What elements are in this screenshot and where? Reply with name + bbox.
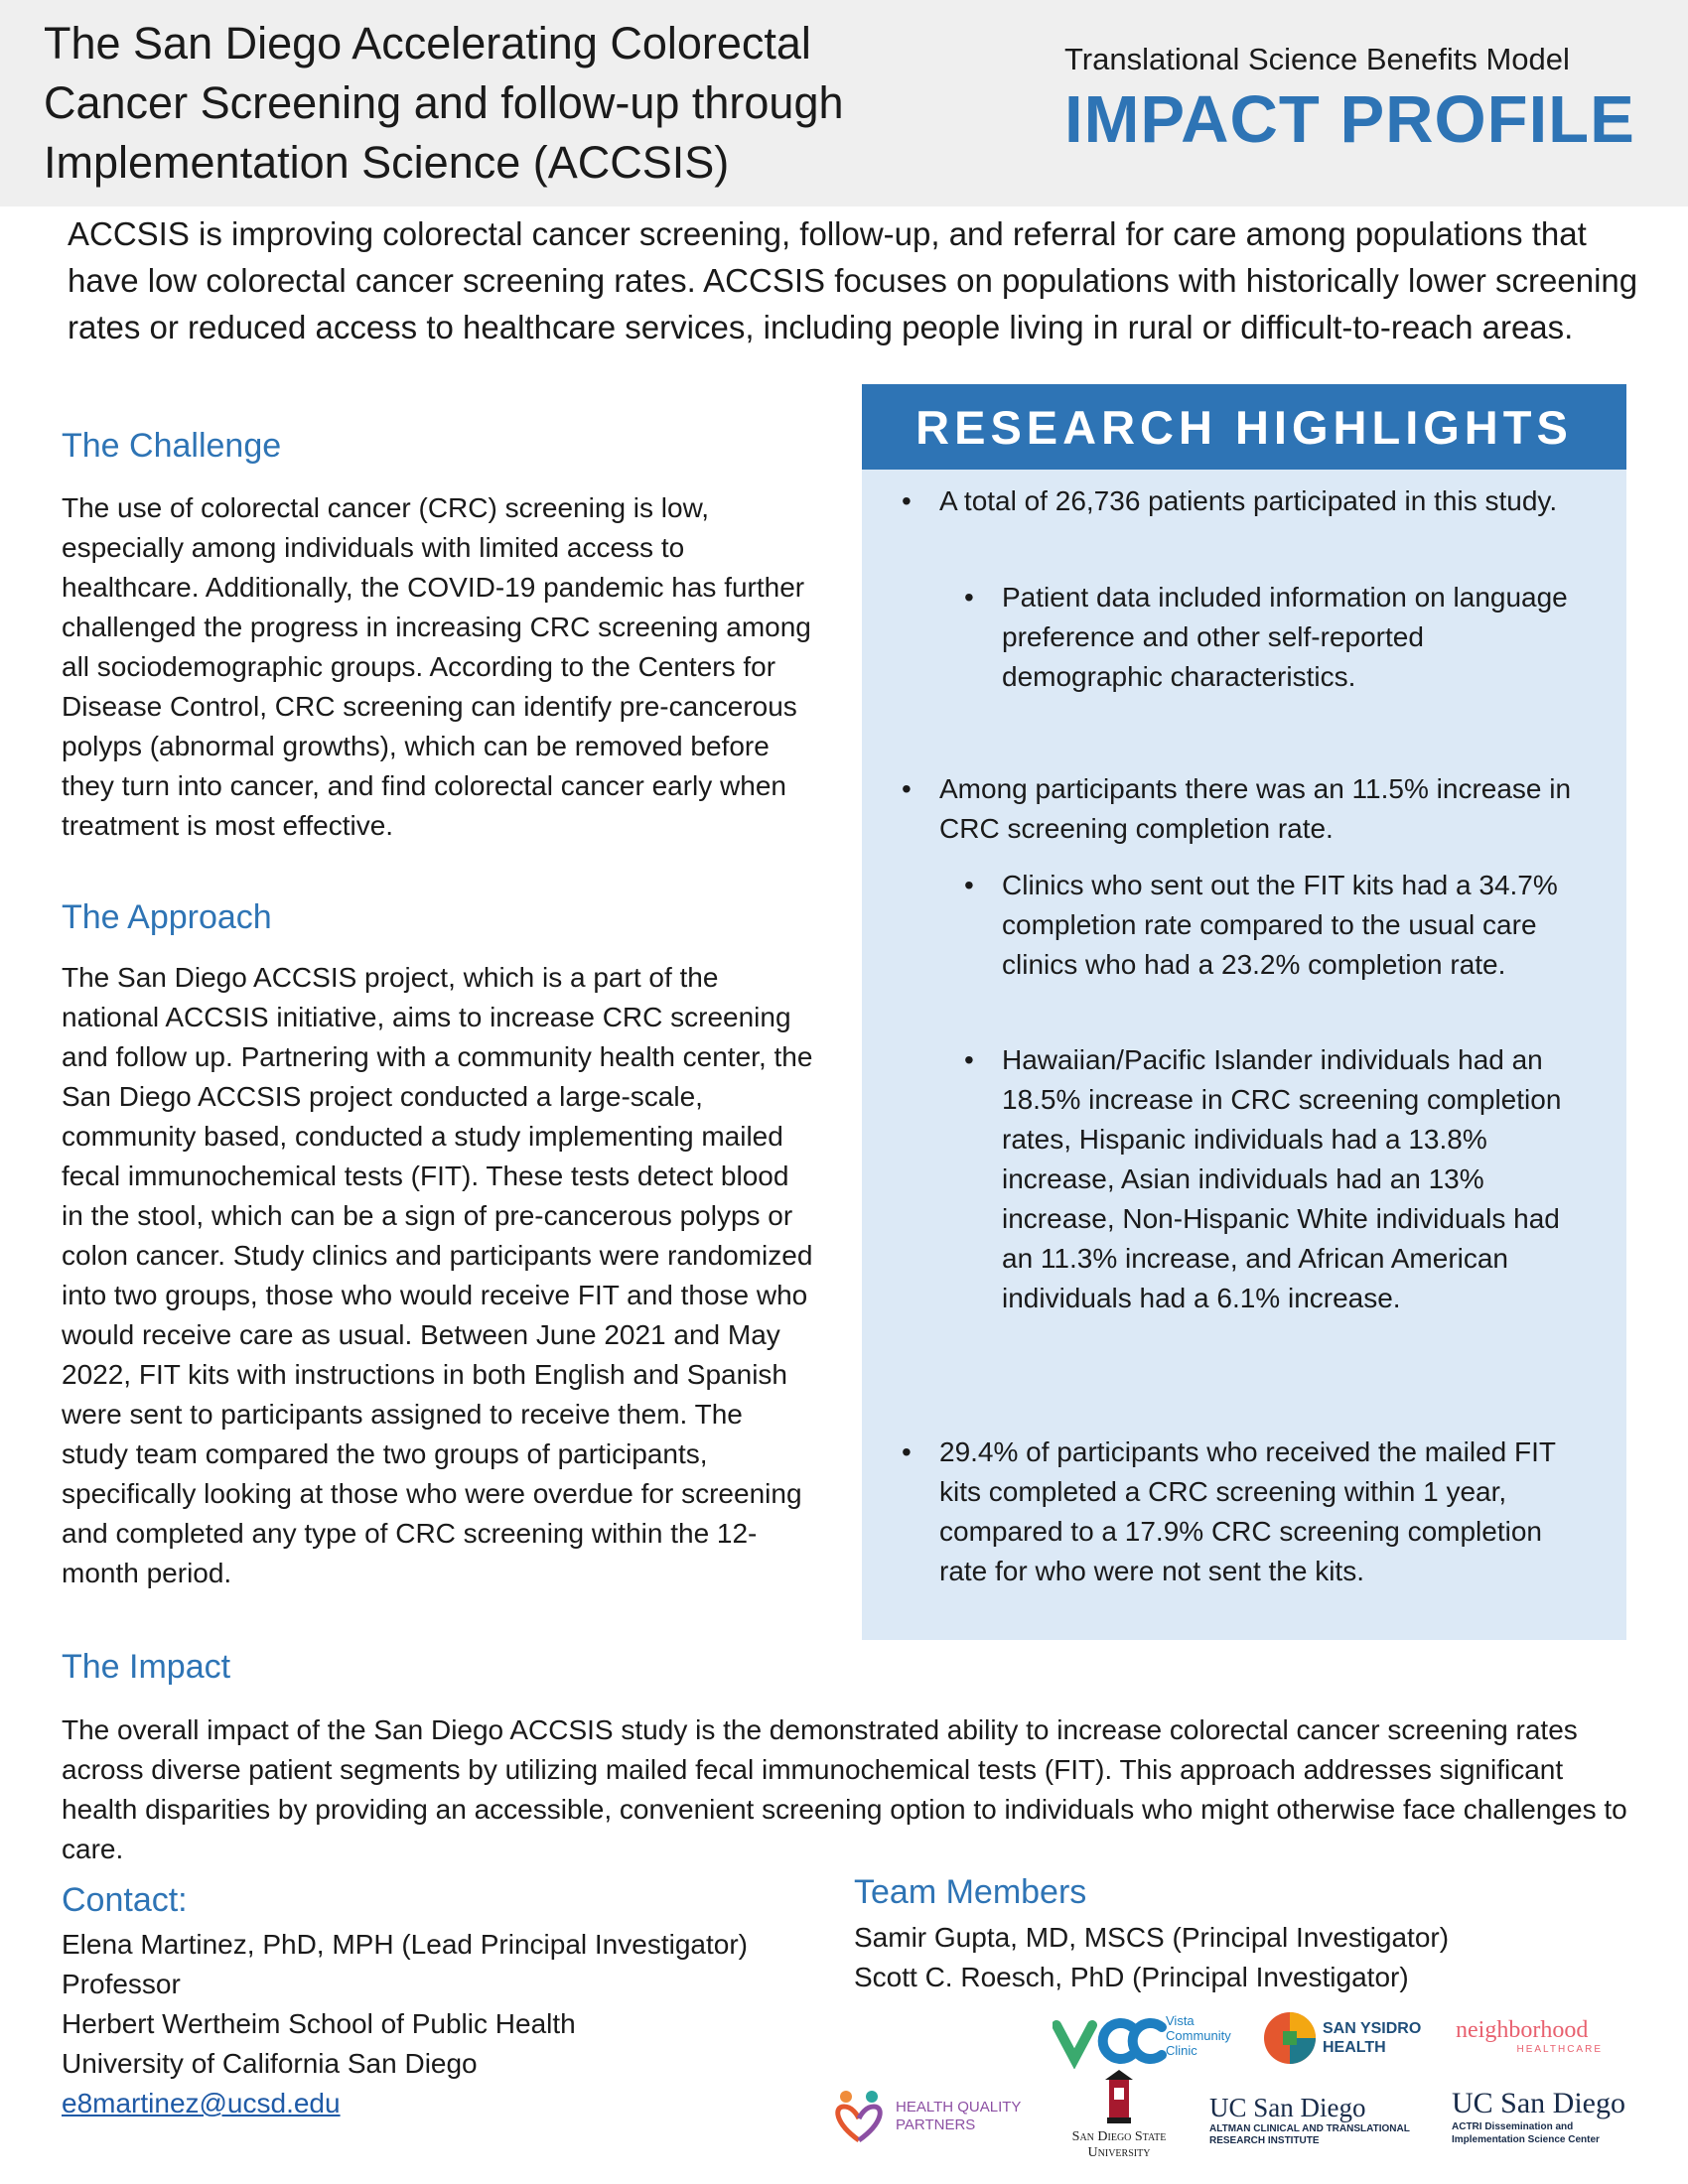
intro-paragraph: ACCSIS is improving colorectal cancer screening, follow-up, and referral for care among populations that have low colorectal cancer screening rates. ACCSIS focuses on populations with historically lower screening rates or reduced access to healthcare services, including people living in rural or difficult-to-reach areas. [68,215,1638,345]
contact-school: Herbert Wertheim School of Public Health [62,2008,576,2039]
bullet-dot-icon: • [902,1436,912,1467]
sdsu-line-2: University [1087,2145,1151,2160]
impact-heading: The Impact [62,1648,231,1686]
hqp-line-2: PARTNERS [896,2116,976,2133]
contact-name: Elena Martinez, PhD, MPH (Lead Principal Investigator) [62,1929,748,1960]
neighborhood-healthcare-logo [1456,2017,1624,2065]
team-heading: Team Members [854,1873,1087,1911]
vista-community-clinic-logo [1053,2007,1261,2069]
bullet-dot-icon: • [964,870,974,900]
hqp-line-1: HEALTH QUALITY [896,2099,1022,2116]
highlight-bullet-2-text: Among participants there was an 11.5% increase in CRC screening completion rate. [939,773,1572,844]
highlight-subbullet-1a-text: Patient data included information on language preference and other self-reported demographic characteristics. [1002,582,1568,692]
highlight-bullet-3-text: 29.4% of participants who received the mailed FIT kits completed a CRC screening within 1 year, compared to a 17.9% CRC screening completion rate for who were not sent the kits. [939,1436,1556,1586]
highlight-bullet-1-text: A total of 26,736 patients participated in this study. [939,485,1558,516]
vcc-mark-icon [1053,2007,1170,2069]
ucsd-altman-logo [1209,2093,1438,2162]
page-title [44,14,937,193]
team-member: Scott C. Roesch, PhD (Principal Investigator) [854,1962,1409,1992]
neighborhood-sub: HEALTHCARE [1516,2044,1603,2055]
san-ysidro-health-logo [1263,2011,1432,2067]
sdsu-logo [1045,2070,1194,2169]
highlights-heading: RESEARCH HIGHLIGHTS [862,384,1626,470]
challenge-text: The use of colorectal cancer (CRC) screening is low, especially among individuals with limited access to healthcare. Additionally, the COVID-19 pandemic has further challenged the progress in increasing CRC screening among all sociodemographic groups. According to the Centers for Disease Control, CRC screening can identify pre-cancerous polyps (abnormal growths), which can be removed before they turn into cancer, and find colorectal cancer early when treatment is most effective. [62,492,811,841]
highlight-bullet-1 [902,481,1575,521]
vista-line-2: Community [1166,2028,1231,2043]
bullet-dot-icon: • [902,773,912,804]
san-ysidro-line-2: HEALTH [1323,2039,1386,2056]
highlight-subbullet-2b-text: Hawaiian/Pacific Islander individuals had an 18.5% increase in CRC screening completion rates, Hispanic individuals had a 13.8% increase, Asian individuals had an 13% increase, Non-Hispanic White individuals had an 11.3% increase, and African American individuals had a 6.1% increase. [1002,1044,1562,1313]
health-quality-partners-logo [830,2085,1039,2154]
ucsd-altman-line-1: ALTMAN CLINICAL AND TRANSLATIONAL [1209,2123,1410,2134]
san-ysidro-mark-icon [1263,2011,1317,2065]
highlight-subbullet-2a-text: Clinics who sent out the FIT kits had a 34.7% completion rate compared to the usual care clinics who had a 23.2% completion rate. [1002,870,1558,980]
bullet-dot-icon: • [964,1044,974,1075]
title-line-1: The San Diego Accelerating Colorectal [44,18,811,68]
impact-text: The overall impact of the San Diego ACCSIS study is the demonstrated ability to increase colorectal cancer screening rates across diverse patient segments by utilizing mailed fecal immunochemical tests (FIT). This approach addresses significant health disparities by providing an accessible, convenient screening option to individuals who might otherwise face challenges to care. [62,1714,1627,1864]
bullet-dot-icon: • [902,485,912,516]
ucsd-actri-title: UC San Diego [1452,2087,1625,2119]
approach-heading: The Approach [62,898,272,936]
ucsd-actri-line-2: Implementation Science Center [1452,2134,1600,2145]
ucsd-altman-title: UC San Diego [1209,2093,1366,2122]
team-list [854,1918,1628,1997]
highlight-bullet-3 [902,1433,1575,1591]
team-member: Samir Gupta, MD, MSCS (Principal Investigator) [854,1922,1450,1953]
ucsd-altman-line-2: RESEARCH INSTITUTE [1209,2135,1320,2146]
approach-text: The San Diego ACCSIS project, which is a part of the national ACCSIS initiative, aims to increase CRC screening and follow up. Partnering with a community health center, the San Diego ACCSIS project conducted a large-scale, community based, conducted a study implementing mailed fecal immunochemical tests (FIT). These tests detect blood in the stool, which can be a sign of pre-cancerous polyps or colon cancer. Study clinics and participants were randomized into two groups, those who would receive FIT and those who would receive care as usual. Between June 2021 and May 2022, FIT kits with instructions in both English and Spanish were sent to participants assigned to receive them. The study team compared the two groups of participants, specifically looking at those who were overdue for screening and completed any type of CRC screening within the 12-month period. [62,962,813,1588]
title-line-2: Cancer Screening and follow-up through [44,77,844,128]
contact-block [62,1925,856,2123]
vista-line-3: Clinic [1166,2043,1197,2058]
sdsu-tower-icon [1099,2070,1139,2125]
ucsd-actri-logo [1452,2087,1670,2166]
contact-university: University of California San Diego [62,2048,478,2079]
vista-line-1: Vista [1166,2013,1195,2028]
san-ysidro-line-1: SAN YSIDRO [1323,2020,1422,2037]
model-subtitle: Translational Science Benefits Model [1064,42,1570,76]
contact-email-link[interactable]: e8martinez@ucsd.edu [62,2088,341,2118]
contact-role: Professor [62,1969,181,1999]
ucsd-actri-line-1: ACTRI Dissemination and [1452,2121,1574,2132]
title-line-3: Implementation Science (ACCSIS) [44,137,730,188]
highlight-subbullet-1a [964,578,1578,697]
heart-people-icon [830,2085,888,2144]
sdsu-line-1: San Diego State [1071,2129,1167,2144]
neighborhood-word: neighborhood [1456,2017,1589,2043]
challenge-heading: The Challenge [62,427,282,465]
contact-heading: Contact: [62,1881,188,1919]
header-banner [0,0,1688,206]
bullet-dot-icon: • [964,582,974,613]
impact-profile-label: IMPACT PROFILE [1064,82,1635,157]
highlight-subbullet-2a [964,866,1578,985]
highlight-bullet-2 [902,769,1575,849]
highlight-subbullet-2b [964,1040,1578,1318]
